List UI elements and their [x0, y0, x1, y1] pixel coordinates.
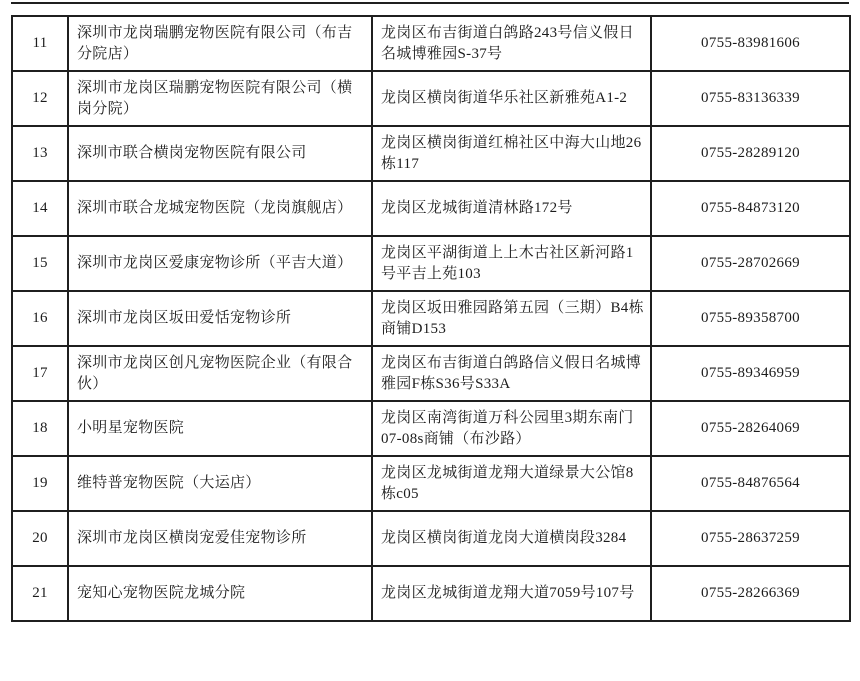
address-cell: 龙岗区横岗街道华乐社区新雅苑A1-2	[372, 71, 651, 126]
hospital-name-cell: 深圳市龙岗区横岗宠爱佳宠物诊所	[68, 511, 372, 566]
phone-cell: 0755-28637259	[651, 511, 850, 566]
table-row	[12, 346, 850, 401]
hospital-name-cell: 小明星宠物医院	[68, 401, 372, 456]
phone-cell: 0755-28289120	[651, 126, 850, 181]
row-index-cell: 21	[12, 566, 68, 621]
table-row	[12, 511, 850, 566]
phone-cell: 0755-28264069	[651, 401, 850, 456]
table-row	[12, 291, 850, 346]
row-index-cell: 20	[12, 511, 68, 566]
row-index-cell: 16	[12, 291, 68, 346]
hospital-name-cell: 深圳市龙岗区坂田爱恬宠物诊所	[68, 291, 372, 346]
address-cell: 龙岗区平湖街道上上木古社区新河路1号平吉上苑103	[372, 236, 651, 291]
phone-cell: 0755-89346959	[651, 346, 850, 401]
phone-cell: 0755-83981606	[651, 16, 850, 71]
hospital-name-cell: 深圳市联合横岗宠物医院有限公司	[68, 126, 372, 181]
phone-cell: 0755-83136339	[651, 71, 850, 126]
row-index-cell: 15	[12, 236, 68, 291]
hospital-name-cell: 深圳市龙岗瑞鹏宠物医院有限公司（布吉分院店）	[68, 16, 372, 71]
phone-cell: 0755-84873120	[651, 181, 850, 236]
table-row	[12, 401, 850, 456]
address-cell: 龙岗区龙城街道清林路172号	[372, 181, 651, 236]
hospital-name-cell: 深圳市龙岗区创凡宠物医院企业（有限合伙）	[68, 346, 372, 401]
table-row	[12, 71, 850, 126]
hospital-name-cell: 深圳市龙岗区爱康宠物诊所（平吉大道）	[68, 236, 372, 291]
row-index-cell: 14	[12, 181, 68, 236]
address-cell: 龙岗区布吉街道白鸽路243号信义假日名城博雅园S-37号	[372, 16, 651, 71]
row-index-cell: 13	[12, 126, 68, 181]
hospital-table-body	[12, 16, 850, 621]
address-cell: 龙岗区龙城街道龙翔大道7059号107号	[372, 566, 651, 621]
row-index-cell: 12	[12, 71, 68, 126]
table-row	[12, 456, 850, 511]
hospital-table-container	[11, 15, 849, 622]
phone-cell: 0755-28266369	[651, 566, 850, 621]
address-cell: 龙岗区横岗街道龙岗大道横岗段3284	[372, 511, 651, 566]
address-cell: 龙岗区布吉街道白鸽路信义假日名城博雅园F栋S36号S33A	[372, 346, 651, 401]
phone-cell: 0755-89358700	[651, 291, 850, 346]
address-cell: 龙岗区坂田雅园路第五园（三期）B4栋商铺D153	[372, 291, 651, 346]
address-cell: 龙岗区龙城街道龙翔大道绿景大公馆8栋c05	[372, 456, 651, 511]
address-cell: 龙岗区横岗街道红棉社区中海大山地26栋117	[372, 126, 651, 181]
phone-cell: 0755-28702669	[651, 236, 850, 291]
table-row	[12, 181, 850, 236]
table-row	[12, 126, 850, 181]
hospital-name-cell: 深圳市龙岗区瑞鹏宠物医院有限公司（横岗分院）	[68, 71, 372, 126]
hospital-name-cell: 宠知心宠物医院龙城分院	[68, 566, 372, 621]
hospital-table	[11, 15, 851, 622]
table-row	[12, 16, 850, 71]
phone-cell: 0755-84876564	[651, 456, 850, 511]
row-index-cell: 11	[12, 16, 68, 71]
row-index-cell: 17	[12, 346, 68, 401]
hospital-name-cell: 深圳市联合龙城宠物医院（龙岗旗舰店）	[68, 181, 372, 236]
row-index-cell: 19	[12, 456, 68, 511]
table-row	[12, 236, 850, 291]
table-row	[12, 566, 850, 621]
crop-top-border	[11, 2, 849, 4]
hospital-name-cell: 维特普宠物医院（大运店）	[68, 456, 372, 511]
address-cell: 龙岗区南湾街道万科公园里3期东南门07-08s商铺（布沙路）	[372, 401, 651, 456]
row-index-cell: 18	[12, 401, 68, 456]
